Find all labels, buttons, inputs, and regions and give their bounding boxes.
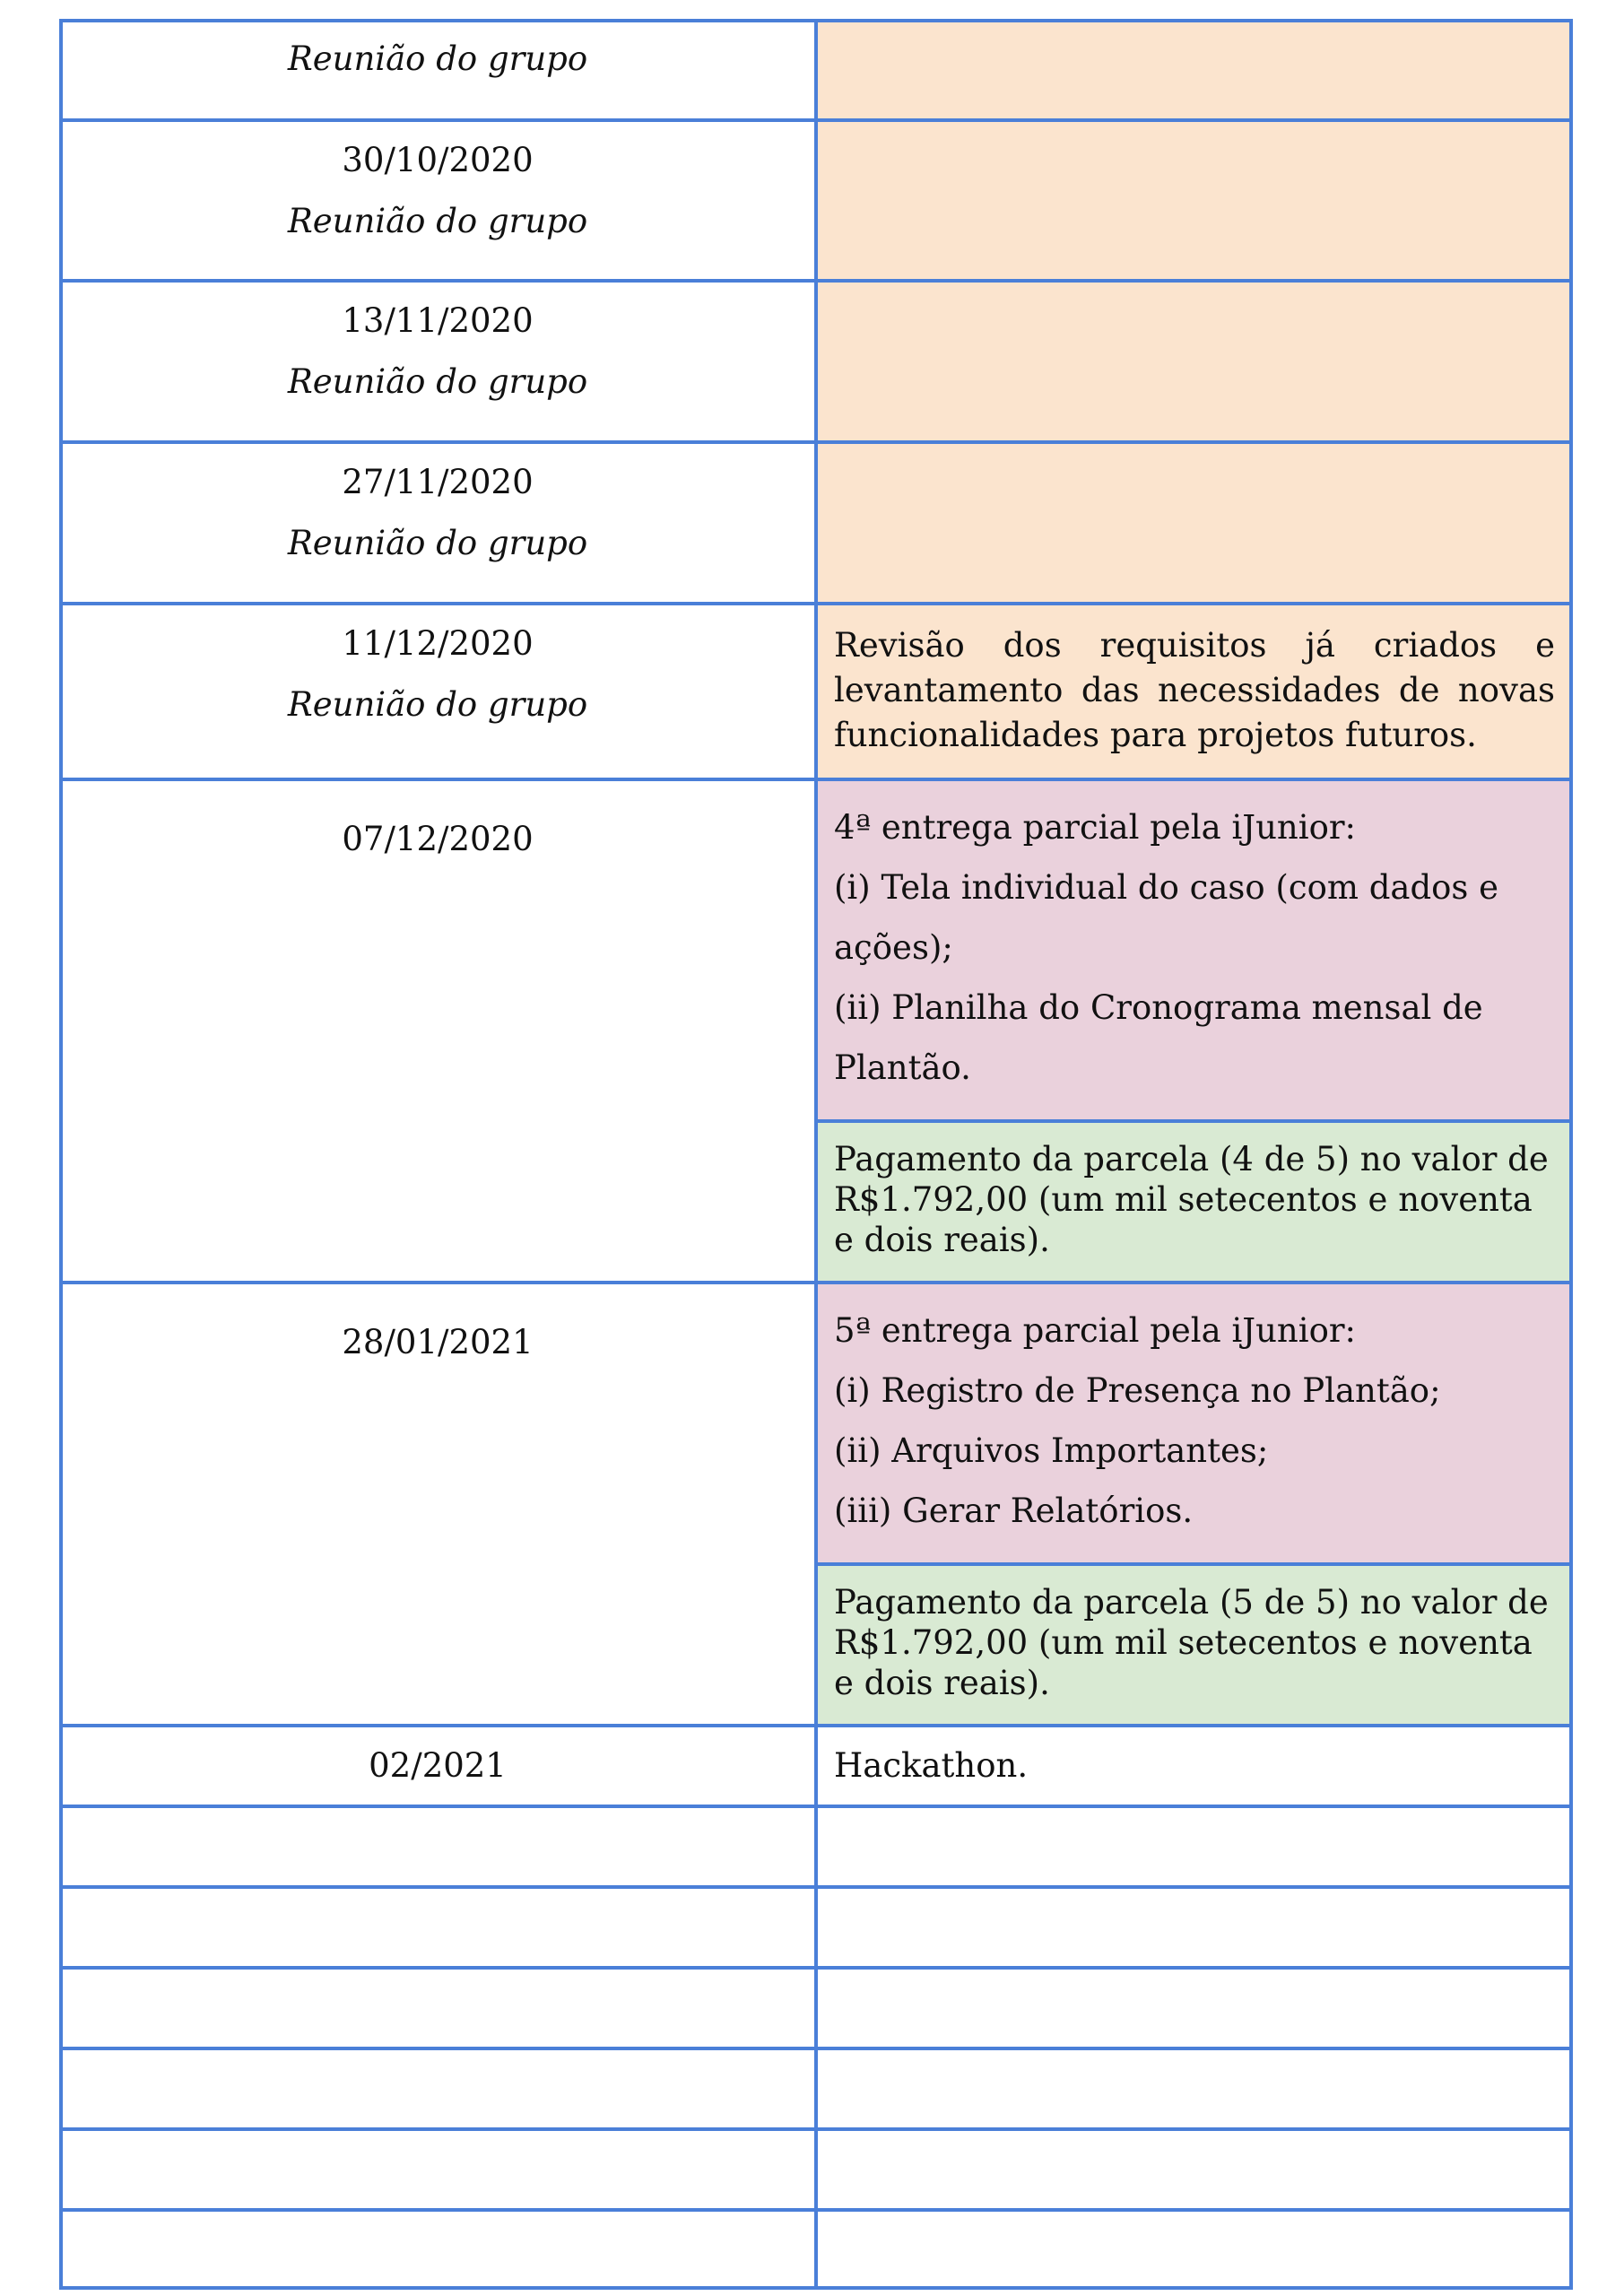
- delivery-title: 5ª entrega parcial pela iJunior:: [834, 1311, 1357, 1350]
- date-cell: [59, 779, 816, 1283]
- payment-cell: [816, 1564, 1573, 1726]
- date-cell: [59, 120, 816, 281]
- description-cell: [816, 442, 1573, 604]
- description-cell: [816, 604, 1573, 779]
- description-text: Revisão dos requisitos já criados e levantamento das necessidades de novas funcionalidades para projetos futuros.: [834, 626, 1555, 754]
- delivery-title: 4ª entrega parcial pela iJunior:: [834, 808, 1357, 847]
- delivery-item: Plantão.: [834, 1048, 971, 1087]
- description-cell: [816, 281, 1573, 442]
- payment-text: Pagamento da parcela (4 de 5) no valor de R$1.792,00 (um mil setecentos e noventa e dois reais).: [834, 1140, 1549, 1259]
- delivery-item: (i) Tela individual do caso (com dados e: [834, 868, 1499, 907]
- row-border: [816, 1119, 1573, 1123]
- description-cell: [816, 19, 1573, 120]
- date-text: 07/12/2020: [342, 820, 534, 858]
- row-border: [816, 1562, 1573, 1566]
- delivery-item: (ii) Planilha do Cronograma mensal de: [834, 988, 1483, 1027]
- description-cell: [816, 120, 1573, 281]
- meeting-label: Reunião do grupo: [287, 524, 588, 563]
- schedule-table: [59, 19, 1573, 2290]
- delivery-item: (i) Registro de Presença no Plantão;: [834, 1371, 1441, 1410]
- date-text: 30/10/2020: [342, 141, 534, 179]
- column-border: [1569, 19, 1573, 2290]
- date-text: 02/2021: [369, 1746, 507, 1785]
- date-cell: [59, 19, 816, 120]
- date-cell: [59, 1283, 816, 1726]
- date-text: 11/12/2020: [342, 624, 534, 663]
- payment-text: Pagamento da parcela (5 de 5) no valor de R$1.792,00 (um mil setecentos e noventa e dois reais).: [834, 1583, 1549, 1702]
- delivery-item: (iii) Gerar Relatórios.: [834, 1492, 1194, 1530]
- meeting-label: Reunião do grupo: [287, 202, 588, 241]
- meeting-label: Reunião do grupo: [287, 362, 588, 402]
- column-border: [59, 19, 63, 2290]
- delivery-cell: [816, 779, 1573, 1121]
- meeting-label: Reunião do grupo: [287, 39, 588, 78]
- meeting-label: Reunião do grupo: [287, 685, 588, 725]
- date-text: 13/11/2020: [342, 301, 534, 340]
- payment-cell: [816, 1121, 1573, 1283]
- date-cell: [59, 604, 816, 779]
- date-cell: [59, 1726, 816, 1806]
- date-cell: [59, 442, 816, 604]
- description-text: Hackathon.: [834, 1746, 1029, 1785]
- date-text: 27/11/2020: [342, 463, 534, 501]
- delivery-cell: [816, 1283, 1573, 1564]
- description-cell: [816, 1726, 1573, 1806]
- date-cell: [59, 281, 816, 442]
- date-text: 28/01/2021: [342, 1323, 534, 1361]
- column-border: [814, 19, 818, 2290]
- delivery-item: (ii) Arquivos Importantes;: [834, 1431, 1269, 1470]
- delivery-item: ações);: [834, 928, 953, 967]
